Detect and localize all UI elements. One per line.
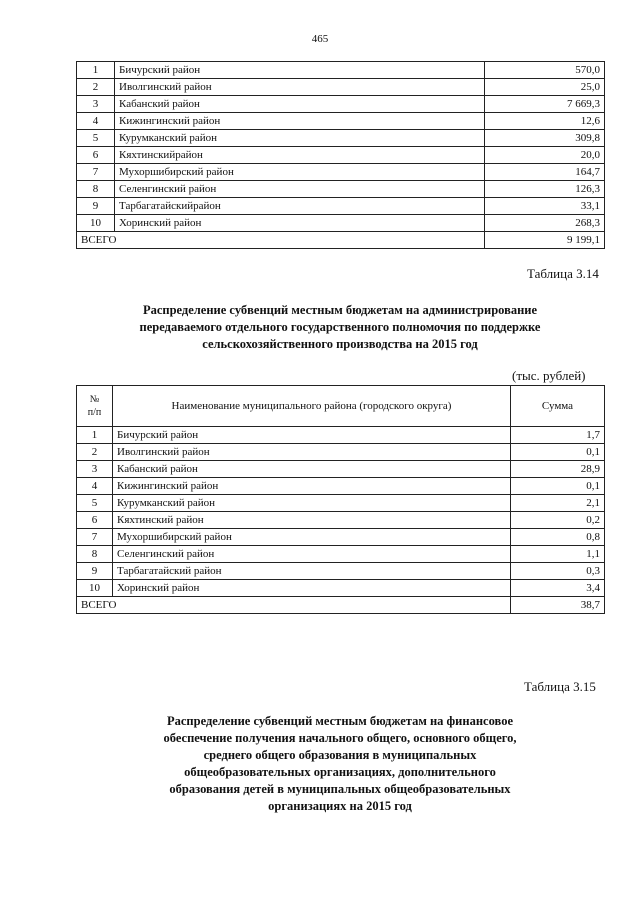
row-number: 6 (77, 512, 113, 529)
table-row (77, 444, 605, 461)
total-value: 9 199,1 (485, 232, 605, 249)
row-value: 25,0 (485, 79, 605, 96)
district-name: Курумканский район (115, 130, 485, 147)
table-row (77, 164, 605, 181)
row-number: 6 (77, 147, 115, 164)
total-label: ВСЕГО (77, 232, 485, 249)
title-line: сельскохозяйственного производства на 2015 год (202, 337, 478, 351)
title-line: передаваемого отдельного государственного полномочия по поддержке (139, 320, 541, 334)
table-row (77, 62, 605, 79)
row-value: 20,0 (485, 147, 605, 164)
table-3-15-title (110, 713, 570, 815)
title-line: среднего общего образования в муниципальных (203, 748, 477, 762)
district-name: Селенгинский район (115, 181, 485, 198)
district-name: Иволгинский район (115, 79, 485, 96)
table-row (77, 96, 605, 113)
table-row (77, 147, 605, 164)
total-row (77, 232, 605, 249)
title-line: обеспечение получения начального общего, основного общего, (163, 731, 517, 745)
district-name: Мухоршибирский район (113, 529, 511, 546)
row-number: 9 (77, 198, 115, 215)
district-name: Курумканский район (113, 495, 511, 512)
row-number: 2 (77, 79, 115, 96)
total-value: 38,7 (511, 597, 605, 614)
row-number: 5 (77, 130, 115, 147)
row-value: 1,7 (511, 427, 605, 444)
row-number: 10 (77, 580, 113, 597)
row-value: 3,4 (511, 580, 605, 597)
district-name: Хоринский район (113, 580, 511, 597)
row-value: 268,3 (485, 215, 605, 232)
table-3-15-caption: Таблица 3.15 (524, 679, 596, 694)
row-value: 0,1 (511, 478, 605, 495)
row-value: 2,1 (511, 495, 605, 512)
district-name: Хоринский район (115, 215, 485, 232)
row-number: 3 (77, 96, 115, 113)
previous-table (76, 61, 605, 249)
row-value: 126,3 (485, 181, 605, 198)
table-row (77, 427, 605, 444)
district-name: Кижингинский район (115, 113, 485, 130)
title-line: Распределение субвенций местным бюджетам на финансовое (166, 714, 513, 728)
row-number: 4 (77, 113, 115, 130)
row-number: 7 (77, 164, 115, 181)
row-number: 5 (77, 495, 113, 512)
district-name: Селенгинский район (113, 546, 511, 563)
district-name: Тарбагатайский район (113, 563, 511, 580)
row-value: 12,6 (485, 113, 605, 130)
table-row (77, 79, 605, 96)
district-name: Тарбагатайскийрайон (115, 198, 485, 215)
row-value: 164,7 (485, 164, 605, 181)
table-row (77, 563, 605, 580)
row-number: 3 (77, 461, 113, 478)
table-row (77, 478, 605, 495)
district-name: Кяхтинский район (113, 512, 511, 529)
unit-label: (тыс. рублей) (512, 368, 586, 383)
row-number: 9 (77, 563, 113, 580)
row-number: 7 (77, 529, 113, 546)
title-line: Распределение субвенций местным бюджетам на администрирование (142, 303, 538, 317)
table-row (77, 130, 605, 147)
table-header-row (77, 386, 605, 427)
district-name: Бичурский район (113, 427, 511, 444)
total-label: ВСЕГО (77, 597, 511, 614)
table-row (77, 546, 605, 563)
table-3-14-title (60, 302, 620, 353)
district-name: Бичурский район (115, 62, 485, 79)
table-row (77, 529, 605, 546)
header-sum: Сумма (511, 386, 605, 427)
row-number: 1 (77, 427, 113, 444)
district-name: Кижингинский район (113, 478, 511, 495)
row-number: 10 (77, 215, 115, 232)
table-3-14 (76, 385, 605, 614)
table-row (77, 495, 605, 512)
district-name: Кабанский район (113, 461, 511, 478)
row-value: 28,9 (511, 461, 605, 478)
title-line: общеобразовательных организациях, дополнительного (184, 765, 496, 779)
row-value: 0,3 (511, 563, 605, 580)
district-name: Кяхтинскийрайон (115, 147, 485, 164)
row-value: 570,0 (485, 62, 605, 79)
row-number: 4 (77, 478, 113, 495)
title-line: организациях на 2015 год (268, 799, 412, 813)
row-number: 1 (77, 62, 115, 79)
page-number: 465 (311, 33, 329, 45)
title-line: образования детей в муниципальных общеобразовательных (169, 782, 511, 796)
table-row (77, 215, 605, 232)
row-number: 2 (77, 444, 113, 461)
row-value: 0,8 (511, 529, 605, 546)
table-row (77, 461, 605, 478)
row-value: 1,1 (511, 546, 605, 563)
district-name: Мухоршибирский район (115, 164, 485, 181)
row-number: 8 (77, 546, 113, 563)
row-number: 8 (77, 181, 115, 198)
header-number: № п/п (77, 386, 113, 427)
table-row (77, 113, 605, 130)
table-row (77, 181, 605, 198)
row-value: 7 669,3 (485, 96, 605, 113)
table-row (77, 198, 605, 215)
header-name: Наименование муниципального района (городского округа) (113, 386, 511, 427)
total-row (77, 597, 605, 614)
table-row (77, 512, 605, 529)
row-value: 309,8 (485, 130, 605, 147)
table-row (77, 580, 605, 597)
row-value: 33,1 (485, 198, 605, 215)
district-name: Иволгинский район (113, 444, 511, 461)
table-3-14-caption: Таблица 3.14 (527, 266, 599, 281)
row-value: 0,1 (511, 444, 605, 461)
district-name: Кабанский район (115, 96, 485, 113)
row-value: 0,2 (511, 512, 605, 529)
